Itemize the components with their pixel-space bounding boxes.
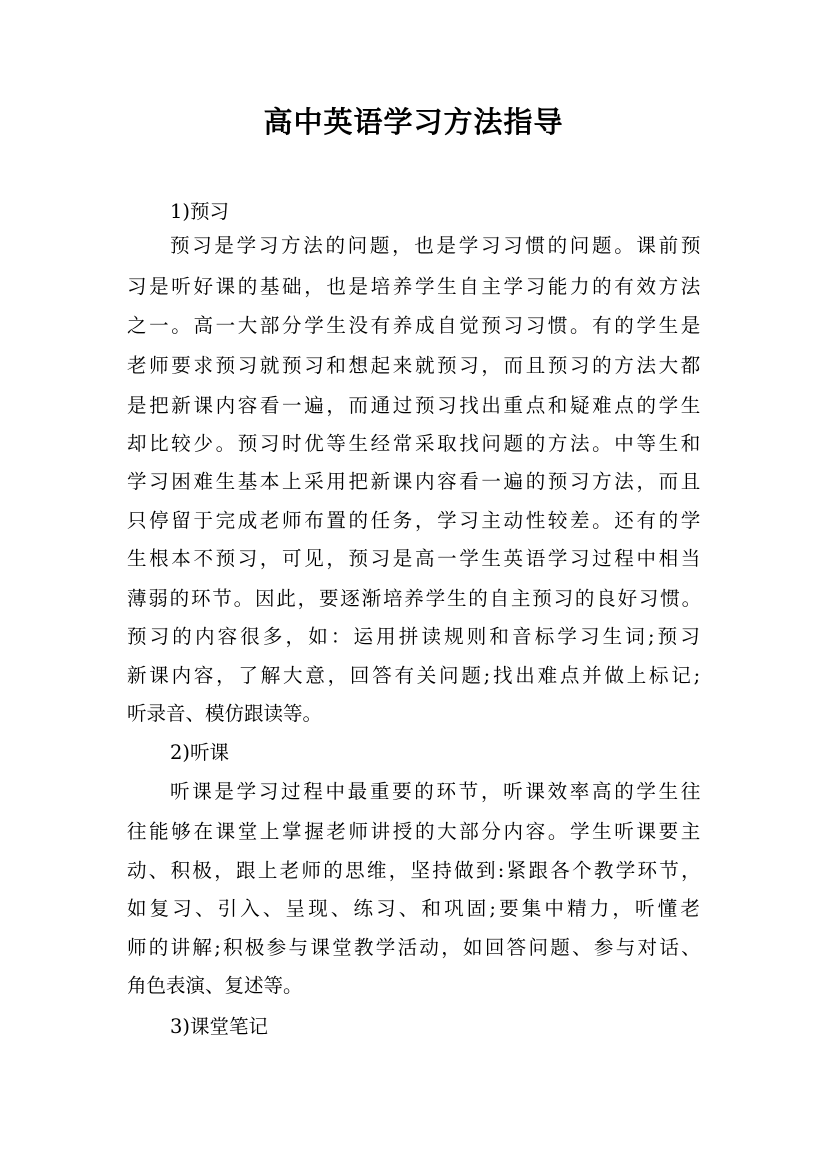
section-heading xyxy=(0,738,827,768)
paragraph-line xyxy=(0,971,827,1001)
document-title: 高中英语学习方法指导 xyxy=(263,105,564,139)
paragraph-line xyxy=(0,544,827,574)
paragraph-line-text: 是把新课内容看一遍，而通过预习找出重点和疑难点的学生 xyxy=(127,394,703,417)
paragraph-line xyxy=(0,894,827,924)
section-heading-text: 3)课堂笔记 xyxy=(170,1015,269,1038)
paragraph-line xyxy=(0,467,827,497)
paragraph-line-text: 听录音、模仿跟读等。 xyxy=(127,702,323,725)
paragraph-line xyxy=(0,272,827,302)
paragraph-line-text: 预习是学习方法的问题，也是学习习惯的问题。课前预 xyxy=(170,234,704,257)
paragraph-line-text: 师的讲解;积极参与课堂教学活动，如回答问题、参与对话、 xyxy=(127,936,703,959)
paragraph-line-text: 却比较少。预习时优等生经常采取找问题的方法。中等生和 xyxy=(127,432,703,455)
paragraph-line-text: 听课是学习过程中最重要的环节，听课效率高的学生往 xyxy=(170,780,704,803)
paragraph-line xyxy=(0,584,827,614)
paragraph-line xyxy=(0,856,827,886)
paragraph-line-text: 老师要求预习就预习和想起来就预习，而且预习的方法大都 xyxy=(127,354,703,377)
section-heading-text: 2)听课 xyxy=(170,741,230,764)
paragraph-line-text: 角色表演、复述等。 xyxy=(127,974,303,997)
paragraph-line xyxy=(0,661,827,691)
paragraph-line-text: 往能够在课堂上掌握老师讲授的大部分内容。学生听课要主 xyxy=(127,820,703,843)
paragraph-line-text: 预习的内容很多，如：运用拼读规则和音标学习生词;预习 xyxy=(127,625,703,648)
paragraph-line-text: 只停留于完成老师布置的任务，学习主动性较差。还有的学 xyxy=(127,509,703,532)
paragraph-line-text: 动、积极，跟上老师的思维，坚持做到:紧跟各个教学环节， xyxy=(127,859,703,882)
paragraph-line xyxy=(0,622,827,652)
paragraph-line xyxy=(0,391,827,421)
paragraph-line xyxy=(0,311,827,341)
paragraph-line xyxy=(0,506,827,536)
paragraph-line xyxy=(0,429,827,459)
paragraph-line xyxy=(0,351,827,381)
paragraph-line-text: 之一。高一大部分学生没有养成自觉预习习惯。有的学生是 xyxy=(127,314,703,337)
paragraph-line-text: 习是听好课的基础，也是培养学生自主学习能力的有效方法 xyxy=(127,275,703,298)
paragraph-line xyxy=(0,231,827,261)
paragraph-line xyxy=(0,817,827,847)
paragraph-line xyxy=(0,777,827,807)
paragraph-line xyxy=(0,699,827,729)
paragraph-line-text: 薄弱的环节。因此，要逐渐培养学生的自主预习的良好习惯。 xyxy=(127,587,703,610)
section-heading xyxy=(0,1012,827,1042)
paragraph-line-text: 新课内容，了解大意，回答有关问题;找出难点并做上标记; xyxy=(127,664,703,687)
paragraph-line xyxy=(0,933,827,963)
section-heading xyxy=(0,197,827,227)
paragraph-line-text: 如复习、引入、呈现、练习、和巩固;要集中精力，听懂老 xyxy=(127,897,703,920)
paragraph-line-text: 生根本不预习，可见，预习是高一学生英语学习过程中相当 xyxy=(127,547,703,570)
section-heading-text: 1)预习 xyxy=(170,200,230,223)
paragraph-line-text: 学习困难生基本上采用把新课内容看一遍的预习方法，而且 xyxy=(127,470,703,493)
